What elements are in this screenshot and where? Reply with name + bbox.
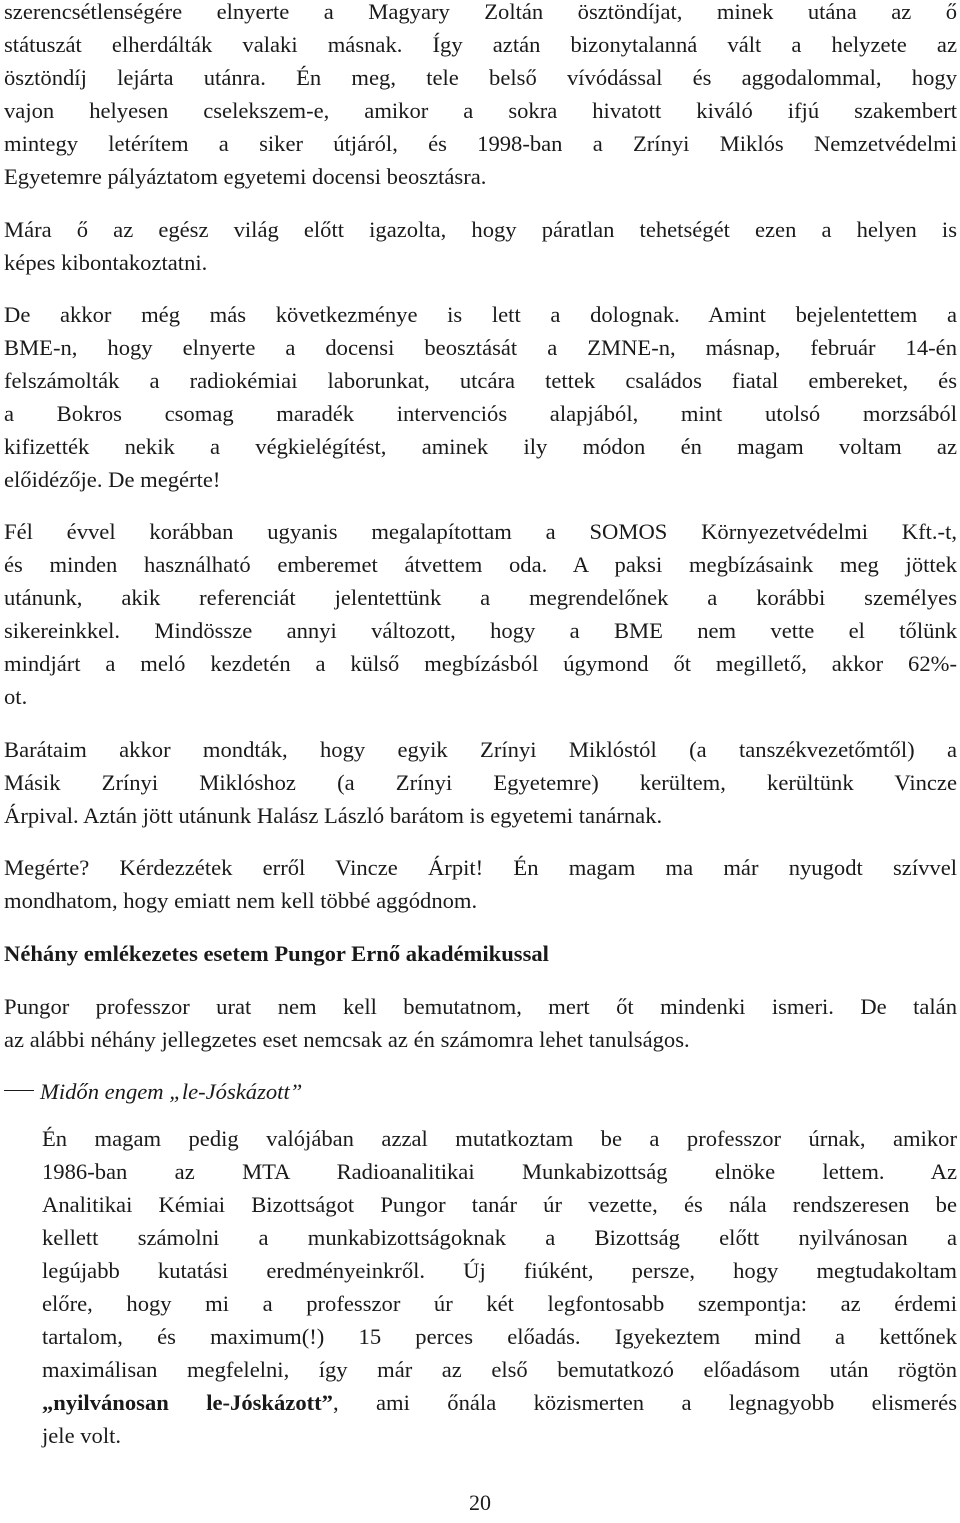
text-line: Analitikai Kémiai Bizottságot Pungor tanár úr vezette, és nála rendszeresen be [42,1192,957,1217]
text-line: maximálisan megfelelni, így már az első bemutatkozó előadásom után rögtön [42,1357,957,1382]
text-line: 1986-ban az MTA Radioanalitikai Munkabizottság elnöke lettem. Az [42,1159,957,1184]
text-line: kifizették nekik a végkielégítést, aminek ily módon én magam voltam az [4,434,957,459]
text-line: Pungor professzor urat nem kell bemutatnom, mert őt mindenki ismeri. De talán [4,994,957,1019]
text-line: De akkor még más következménye is lett a dolognak. Amint bejelentettem a [4,302,957,327]
em-dash-rule [4,1090,34,1091]
text-line: jele volt. [42,1423,122,1448]
text-line: státuszát elherdálták valaki másnak. Így aztán bizonytalanná vált a helyzete az [4,32,957,57]
text-line: Egyetemre pályáztatom egyetemi docensi beosztásra. [4,164,487,189]
text-line: és minden használható emberemet átvettem oda. A paksi megbízásaink meg jöttek [4,552,957,577]
text-line: képes kibontakoztatni. [4,250,208,275]
text-line: sikereinkkel. Mindössze annyi változott, hogy a BME nem vette el tőlünk [4,618,957,643]
text-line: a Bokros csomag maradék intervenciós alapjából, mint utolsó morzsából [4,401,957,426]
text-line: Fél évvel korábban ugyanis megalapítottam a SOMOS Környezetvédelmi Kft.-t, [4,519,957,544]
text-line: mindjárt a meló kezdetén a külső megbízásból úgymond őt megillető, akkor 62%- [4,651,957,676]
text-line: ösztöndíj lejárta utánra. Én meg, tele belső vívódással és aggodalommal, hogy [4,65,957,90]
text-line [42,1386,957,1420]
text-line: tartalom, és maximum(!) 15 perces előadás. Igyekeztem mind a kettőnek [42,1324,957,1349]
text-line: ot. [4,684,28,709]
text-line: mondhatom, hogy emiatt nem kell többé aggódnom. [4,888,478,913]
text-line: előre, hogy mi a professzor úr két legfontosabb szempontja: az érdemi [42,1291,957,1316]
text-line: mintegy letérítem a siker útjáról, és 1998-ban a Zrínyi Miklós Nemzetvédelmi [4,131,957,156]
text-line: Másik Zrínyi Miklóshoz (a Zrínyi Egyetemre) kerültem, kerültünk Vincze [4,770,957,795]
text-line: Megérte? Kérdezzétek erről Vincze Árpit! Én magam ma már nyugodt szívvel [4,855,957,880]
text-line: kellett számolni a munkabizottságoknak a Bizottság előtt nyilvánosan a [42,1225,957,1250]
page-number: 20 [469,1490,491,1515]
text-span: , ami őnála közismerten a legnagyobb elismerés [332,1390,957,1415]
text-line: felszámolták a radiokémiai laborunkat, utcára tettek családos fiatal embereket, és [4,368,957,393]
text-line: legújabb kutatási eredményeinkről. Új fiúként, persze, hogy megtudakoltam [42,1258,957,1283]
text-line: szerencsétlenségére elnyerte a Magyary Zoltán ösztöndíjat, minek utána az ő [4,0,957,24]
bold-phrase: „nyilvánosan le-Jóskázott” [42,1390,333,1415]
text-line: vajon helyesen cselekszem-e, amikor a sokra hivatott kiváló ifjú szakembert [4,98,957,123]
section-heading: Néhány emlékezetes esetem Pungor Ernő akadémikussal [4,941,549,966]
text-line: utánunk, akik referenciát jelentettünk a megrendelőnek a korábbi személyes [4,585,957,610]
text-line: Barátaim akkor mondták, hogy egyik Zrínyi Miklóstól (a tanszékvezetőmtől) a [4,737,957,762]
text-line: Árpival. Aztán jött utánunk Halász László barátom is egyetemi tanárnak. [4,803,663,828]
text-line: Mára ő az egész világ előtt igazolta, hogy páratlan tehetségét ezen a helyen is [4,217,957,242]
subsection-title-text: Midőn engem „le-Jóskázott” [40,1079,303,1104]
text-line: az alábbi néhány jellegzetes eset nemcsak az én számomra lehet tanulságos. [4,1027,690,1052]
text-line: BME-n, hogy elnyerte a docensi beosztását a ZMNE-n, másnap, február 14-én [4,335,957,360]
text-line: Én magam pedig valójában azzal mutatkoztam be a professzor úrnak, amikor [42,1126,957,1151]
text-line: előidézője. De megérte! [4,467,221,492]
subsection-title [4,1075,302,1109]
